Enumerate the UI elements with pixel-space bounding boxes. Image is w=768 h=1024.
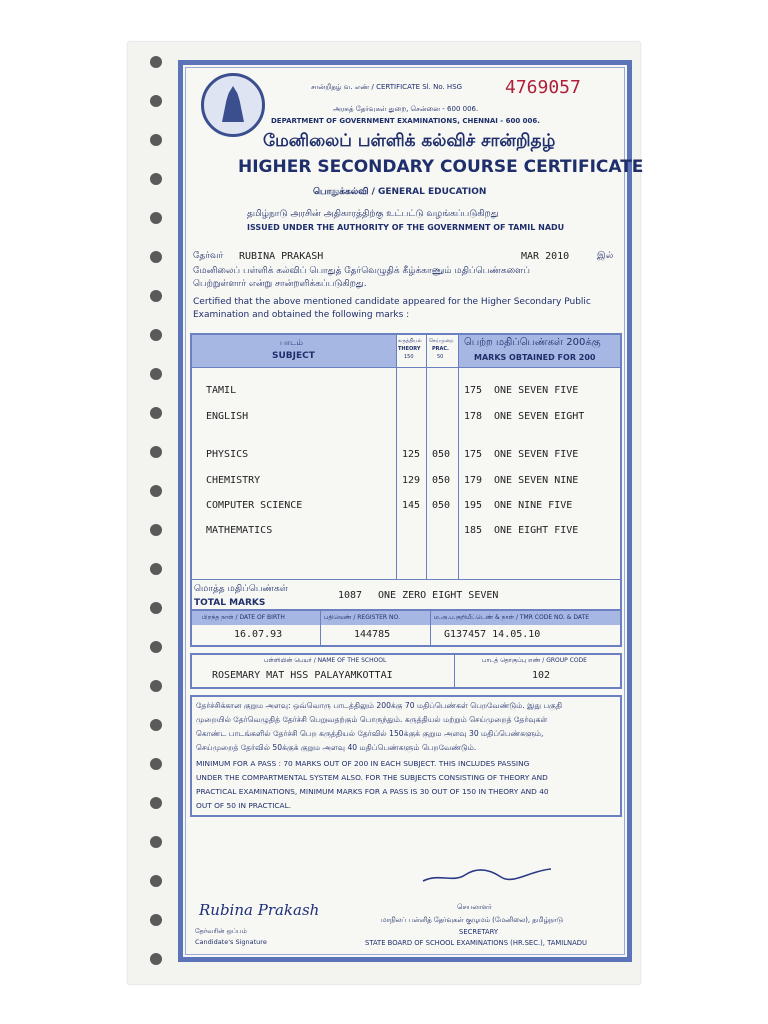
session-suffix: இல் xyxy=(597,251,614,261)
tamil-statement: மேனிலைப் பள்ளிக் கல்விப் பொதுத் தேர்வெழுதிக் கீழ்க்காணும் மதிப்பெண்களைப் xyxy=(193,266,530,276)
col-subject: SUBJECT xyxy=(272,351,315,361)
dob-value: 16.07.93 xyxy=(234,629,283,640)
secretary-title-tamil: செயலாளர் xyxy=(457,903,492,911)
row-words: ONE SEVEN EIGHT xyxy=(494,411,585,422)
serial-number: 4769057 xyxy=(505,77,581,98)
punch-hole xyxy=(150,290,162,302)
total-value: 1087 xyxy=(338,590,363,601)
row-marks: 179 xyxy=(464,475,483,486)
rule-english: OUT OF 50 IN PRACTICAL. xyxy=(196,801,292,810)
col-subject-tamil: பாடம் xyxy=(280,338,303,347)
divider xyxy=(396,335,397,579)
rule-tamil: கொண்ட பாடங்களில் தேர்ச்சி பெற கருத்தியல் தேர்வில் 150க்குக் குறும அளவு 30 மதிப்பெண்களும், xyxy=(196,729,544,738)
rule-english: UNDER THE COMPARTMENTAL SYSTEM ALSO. FOR THE SUBJECTS CONSISTING OF THEORY AND xyxy=(196,773,548,782)
row-theory: 145 xyxy=(402,500,421,511)
english-statement: Certified that the above mentioned candidate appeared for the Higher Secondary Public xyxy=(193,297,591,307)
regno-label: பதிவெண் / REGISTER NO. xyxy=(324,614,400,621)
punch-hole xyxy=(150,329,162,341)
certificate xyxy=(178,60,644,962)
secretary-title: SECRETARY xyxy=(459,928,499,936)
english-statement: Examination and obtained the following marks : xyxy=(193,310,410,320)
details-row xyxy=(190,611,622,647)
punch-hole xyxy=(150,251,162,263)
punch-hole xyxy=(150,407,162,419)
punch-hole xyxy=(150,446,162,458)
serial-label: சான்றிதழ் வ. எண் / CERTIFICATE Sl. No. HSG xyxy=(311,83,463,91)
row-prac: 050 xyxy=(432,475,451,486)
row-theory: 129 xyxy=(402,475,421,486)
marks-table xyxy=(190,333,622,611)
punch-hole xyxy=(150,953,162,965)
issued-english: ISSUED UNDER THE AUTHORITY OF THE GOVERNMENT OF TAMIL NADU xyxy=(247,223,565,232)
row-words: ONE EIGHT FIVE xyxy=(494,525,579,536)
divider xyxy=(430,611,431,645)
candidate-name: RUBINA PRAKASH xyxy=(239,251,324,262)
rule-tamil: தேர்ச்சிக்கான குறும அளவு: ஒவ்வொரு பாடத்திலும் 200க்கு 70 மதிப்பெண்கள் பெறவேண்டும். இது பகுதி xyxy=(196,701,563,710)
row-marks: 178 xyxy=(464,411,483,422)
punch-hole xyxy=(150,56,162,68)
punch-hole xyxy=(150,563,162,575)
row-subject: MATHEMATICS xyxy=(206,525,273,536)
row-prac: 050 xyxy=(432,500,451,511)
dept-tamil: அரசுத் தேர்வுகள் துறை, சென்னை - 600 006. xyxy=(333,105,479,113)
punch-hole xyxy=(150,485,162,497)
school-label: பள்ளியின் பெயர் / NAME OF THE SCHOOL xyxy=(264,657,387,664)
row-words: ONE SEVEN FIVE xyxy=(494,385,579,396)
punch-hole xyxy=(150,719,162,731)
secretary-signature-icon xyxy=(419,863,559,889)
divider xyxy=(458,335,459,579)
details-row xyxy=(190,653,622,689)
punch-hole xyxy=(150,836,162,848)
row-marks: 175 xyxy=(464,449,483,460)
issued-tamil: தமிழ்நாடு அரசின் அதிகாரத்திற்கு உட்பட்டு வழங்கப்படுகிறது xyxy=(247,209,499,219)
stream-label: பொதுக்கல்வி / GENERAL EDUCATION xyxy=(313,187,487,197)
punch-hole xyxy=(150,797,162,809)
col-marks-tamil: பெற்ற மதிப்பெண்கள் 200க்கு xyxy=(464,337,601,348)
tamil-statement: பெற்றுள்ளார் என்று சான்றளிக்கப்படுகிறது. xyxy=(193,279,367,289)
state-emblem-icon xyxy=(201,73,265,137)
col-prac: PRAC. xyxy=(432,346,449,352)
punch-hole xyxy=(150,641,162,653)
candidate-signature: Rubina Prakash xyxy=(199,901,320,919)
title-tamil: மேனிலைப் பள்ளிக் கல்விச் சான்றிதழ் xyxy=(263,131,556,151)
candidate-prefix: தேர்வர் xyxy=(193,251,224,261)
col-theory-max: 150 xyxy=(404,354,414,360)
punch-hole xyxy=(150,680,162,692)
punch-hole xyxy=(150,914,162,926)
tmr-label: ம.அ.ப.குறியீட்டெண் & நாள் / TMR CODE NO. & DATE xyxy=(434,614,589,621)
candidate-sign-label: Candidate's Signature xyxy=(195,938,267,946)
col-marks: MARKS OBTAINED FOR 200 xyxy=(474,353,596,362)
row-subject: ENGLISH xyxy=(206,411,249,422)
divider xyxy=(426,335,427,579)
punch-hole xyxy=(150,134,162,146)
divider xyxy=(192,579,620,580)
punch-hole xyxy=(150,212,162,224)
total-words: ONE ZERO EIGHT SEVEN xyxy=(378,590,499,601)
tmr-value: G137457 14.05.10 xyxy=(444,629,541,640)
divider xyxy=(320,611,321,645)
row-theory: 125 xyxy=(402,449,421,460)
punch-hole xyxy=(150,875,162,887)
rule-english: MINIMUM FOR A PASS : 70 MARKS OUT OF 200 IN EACH SUBJECT. THIS INCLUDES PASSING xyxy=(196,759,530,768)
board-name-tamil: மாநிலப் பள்ளித் தேர்வுகள் குழுமம் (மேனிலை), தமிழ்நாடு xyxy=(381,916,563,924)
punch-hole xyxy=(150,368,162,380)
dob-label: பிறந்த நாள் / DATE OF BIRTH xyxy=(202,614,285,621)
total-label: TOTAL MARKS xyxy=(194,598,266,608)
divider xyxy=(192,367,620,368)
total-label-tamil: மொத்த மதிப்பெண்கள் xyxy=(194,584,288,594)
row-subject: CHEMISTRY xyxy=(206,475,261,486)
col-prac-tamil: செய்முறை xyxy=(429,338,454,344)
row-words: ONE SEVEN FIVE xyxy=(494,449,579,460)
school-value: ROSEMARY MAT HSS PALAYAMKOTTAI xyxy=(212,670,393,681)
exam-session: MAR 2010 xyxy=(521,251,570,262)
regno-value: 144785 xyxy=(354,629,391,640)
title-english: HIGHER SECONDARY COURSE CERTIFICATE xyxy=(238,157,644,177)
row-prac: 050 xyxy=(432,449,451,460)
divider xyxy=(454,655,455,687)
row-words: ONE SEVEN NINE xyxy=(494,475,579,486)
punch-hole xyxy=(150,95,162,107)
row-subject: PHYSICS xyxy=(206,449,249,460)
punch-hole xyxy=(150,173,162,185)
group-value: 102 xyxy=(532,670,551,681)
col-prac-max: 50 xyxy=(437,354,444,360)
row-words: ONE NINE FIVE xyxy=(494,500,573,511)
punch-hole xyxy=(150,602,162,614)
row-subject: TAMIL xyxy=(206,385,237,396)
rule-tamil: முறையில் தேர்வெழுதித் தேர்ச்சி பெறுவதற்கும் பொருந்தும். கருத்தியல் மற்றும் செய்முறைத் தேர்வுகள் xyxy=(196,715,548,724)
board-name: STATE BOARD OF SCHOOL EXAMINATIONS (HR.SEC.), TAMILNADU xyxy=(365,939,587,947)
row-marks: 195 xyxy=(464,500,483,511)
pass-rules xyxy=(190,695,622,817)
row-subject: COMPUTER SCIENCE xyxy=(206,500,303,511)
col-theory: THEORY xyxy=(398,346,421,352)
rule-english: PRACTICAL EXAMINATIONS, MINIMUM MARKS FOR A PASS IS 30 OUT OF 150 IN THEORY AND 40 xyxy=(196,787,549,796)
group-label: பாடத் தொகுப்பு எண் / GROUP CODE xyxy=(482,657,587,664)
dept-english: DEPARTMENT OF GOVERNMENT EXAMINATIONS, CHENNAI - 600 006. xyxy=(271,117,540,125)
candidate-sign-label-tamil: தேர்வரின் ஒப்பம் xyxy=(195,927,247,935)
punch-hole xyxy=(150,758,162,770)
row-marks: 185 xyxy=(464,525,483,536)
col-theory-tamil: கருத்தியல் xyxy=(398,338,422,344)
row-marks: 175 xyxy=(464,385,483,396)
rule-tamil: செய்முறைத் தேர்வில் 50க்குக் குறும அளவு 40 மதிப்பெண்களும் பெறவேண்டும். xyxy=(196,743,477,752)
punch-hole xyxy=(150,524,162,536)
